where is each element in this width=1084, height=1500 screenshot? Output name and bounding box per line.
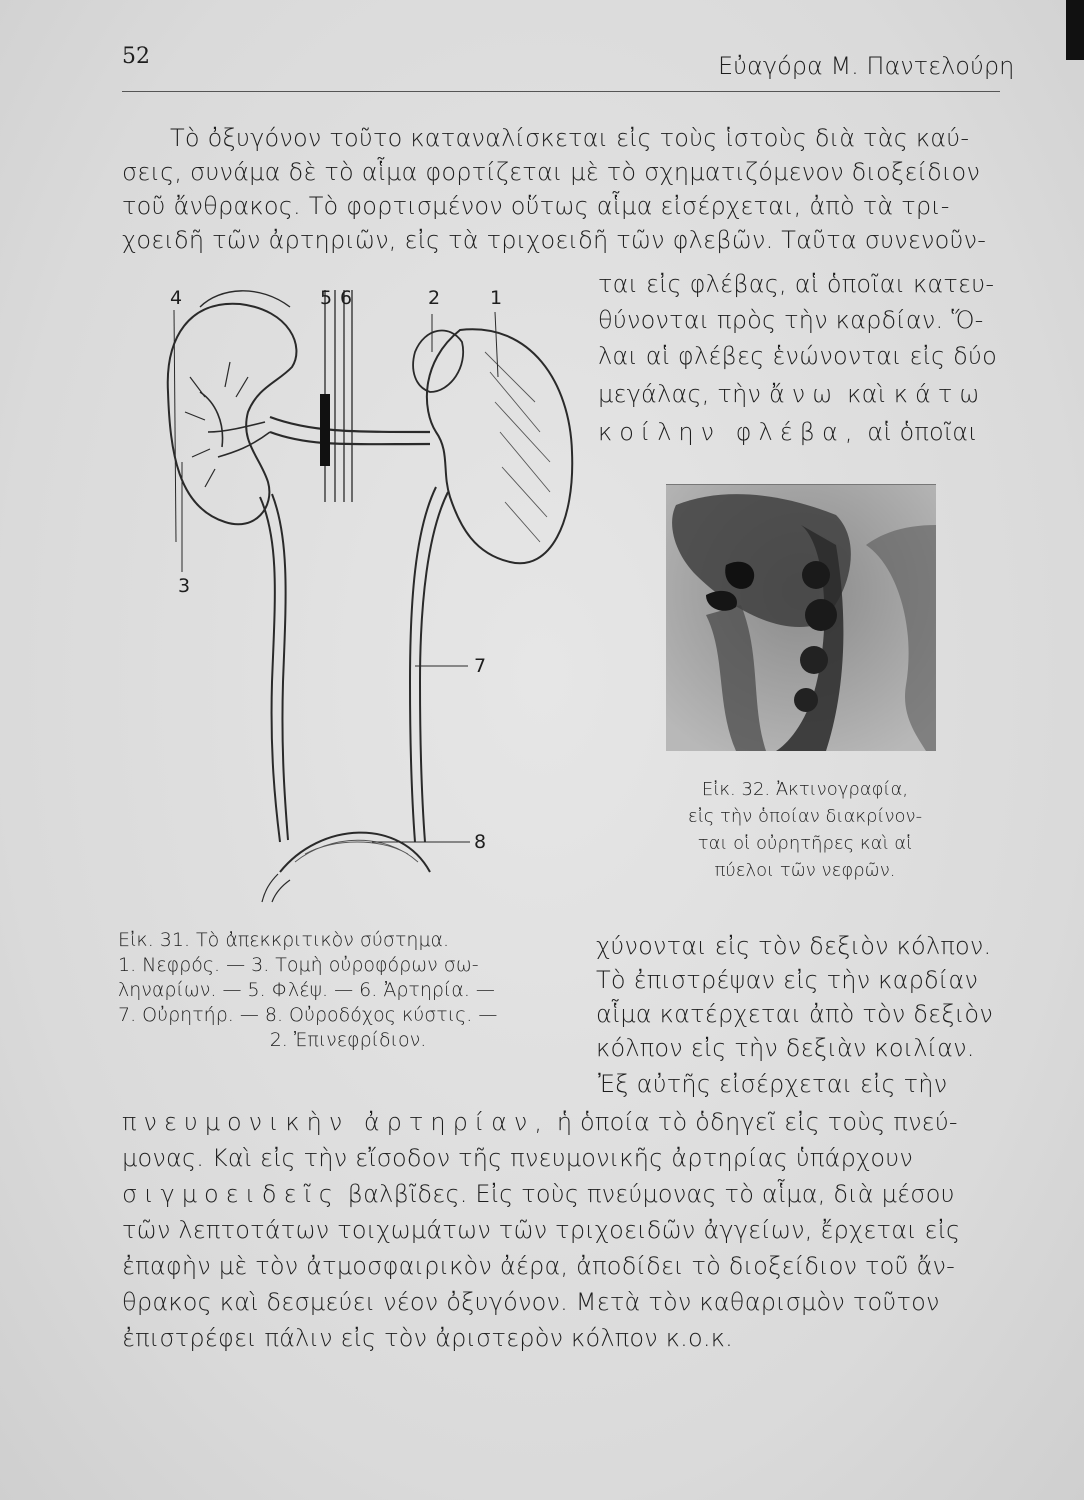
calyces-branches <box>185 362 248 487</box>
text-line: λαι αἱ φλέβες ἑνώνονται εἰς δύο <box>598 342 997 370</box>
text-line: θύνονται πρὸς τὴν καρδίαν. Ὅ- <box>598 306 984 334</box>
adrenal-right <box>413 331 463 392</box>
label-6: 6 <box>340 287 353 309</box>
caption-line: 1. Νεφρός. — 3. Τομὴ οὐροφόρων σω- <box>118 954 479 976</box>
label-4: 4 <box>170 287 183 309</box>
label-3: 3 <box>178 575 191 597</box>
page-number: 52 <box>122 44 150 69</box>
caption-line: Εἰκ. 31. Τὸ ἀπεκκριτικὸν σύστημα. <box>118 929 450 951</box>
radiograph-image <box>666 484 936 751</box>
aorta <box>344 290 352 502</box>
caption-line: Εἰκ. 32. Ἀκτινογραφία, <box>701 779 909 800</box>
emphasis-text: πνευμονικὴν ἀρτηρίαν, <box>122 1108 549 1136</box>
caption-line: ληναρίων. — 5. Φλέψ. — 6. Ἀρτηρία. — <box>118 979 495 1001</box>
caption-line: 2. Ἐπινεφρίδιον. <box>269 1029 427 1051</box>
leader-line-1 <box>495 312 498 377</box>
label-8: 8 <box>474 831 487 853</box>
running-title: Εὐαγόρα Μ. Παντελούρη <box>718 52 1015 80</box>
text-line: τοῦ ἄνθρακος. Τὸ φορτισμένον οὕτως αἷμα εἰσέρχεται, ἀπὸ τὰ τρι- <box>122 192 950 220</box>
text-span: καὶ <box>847 380 886 408</box>
text-line: Ἐξ αὐτῆς εἰσέρχεται εἰς τὴν <box>598 1070 948 1098</box>
text-line: χοειδῆ τῶν ἀρτηριῶν, εἰς τὰ τριχοειδῆ τῶν φλεβῶν. Ταῦτα συνενοῦν- <box>122 226 987 254</box>
label-5: 5 <box>320 287 333 309</box>
vessel-cut-marker <box>320 394 330 466</box>
text-line: θρακος καὶ δεσμεύει νέον ὀξυγόνον. Μετὰ τὸν καθαρισμὸν τοῦτον <box>122 1288 940 1316</box>
renal-vein <box>270 417 430 432</box>
caption-line: ται οἱ οὐρητῆρες καὶ αἱ <box>697 833 913 854</box>
urinary-bladder <box>280 833 430 872</box>
figure-31-caption <box>118 928 578 1053</box>
label-2: 2 <box>428 287 441 309</box>
text-line: Τὸ ὀξυγόνον τοῦτο καταναλίσκεται εἰς τοὺς ἱστοὺς διὰ τὰς καύ- <box>170 124 970 152</box>
emphasis-text: ἄνω <box>768 380 840 408</box>
text-span: βαλβῖδες. Εἰς τοὺς πνεύμονας τὸ αἷμα, διὰ μέσου <box>347 1180 955 1208</box>
label-7: 7 <box>474 655 487 677</box>
excretory-system-diagram <box>130 282 590 910</box>
text-line <box>598 418 978 446</box>
text-line: τῶν λεπτοτάτων τοιχωμάτων τῶν τριχοειδῶν ἀγγείων, ἔρχεται εἰς <box>122 1216 961 1244</box>
text-line: ται εἰς φλέβας, αἱ ὁποῖαι κατευ- <box>598 270 995 298</box>
label-1: 1 <box>490 287 503 309</box>
text-span: μεγάλας, τὴν <box>598 380 762 408</box>
text-line: ἐπιστρέφει πάλιν εἰς τὸν ἀριστερὸν κόλπον κ.ο.κ. <box>122 1324 733 1352</box>
renal-pelvis <box>200 392 270 457</box>
figure-32-caption <box>650 776 960 884</box>
text-line: σεις, συνάμα δὲ τὸ αἷμα φορτίζεται μὲ τὸ σχηματιζόμενον διοξείδιον <box>122 158 981 186</box>
text-line: μονας. Καὶ εἰς τὴν εἴσοδον τῆς πνευμονικῆς ἀρτηρίας ὑπάρχουν <box>122 1144 913 1172</box>
emphasis-text: κάτω <box>893 380 987 408</box>
text-line <box>122 1108 958 1136</box>
left-kidney-outline <box>168 304 297 525</box>
text-line <box>598 380 986 408</box>
emphasis-text: κοίλην φλέβα, <box>598 418 860 446</box>
radiograph-drawing <box>666 485 936 751</box>
left-ureter <box>260 497 280 842</box>
caption-line: 7. Οὐρητήρ. — 8. Οὐροδόχος κύστις. — <box>118 1004 498 1026</box>
renal-artery <box>270 432 430 444</box>
kidney-shading <box>485 352 550 542</box>
urethra <box>262 874 290 902</box>
text-line: Τὸ ἐπιστρέψαν εἰς τὴν καρδίαν <box>596 966 979 994</box>
caption-line: εἰς τὴν ὁποίαν διακρίνον- <box>687 806 923 827</box>
right-kidney-outline <box>427 329 572 563</box>
text-line: κόλπον εἰς τὴν δεξιὰν κοιλίαν. <box>596 1034 975 1062</box>
leader-line-4 <box>174 310 176 542</box>
caption-line: πύελοι τῶν νεφρῶν. <box>714 860 896 881</box>
text-span: αἱ ὁποῖαι <box>867 418 978 446</box>
text-line <box>122 1180 955 1208</box>
right-ureter <box>420 492 448 842</box>
header-rule <box>122 91 1000 92</box>
text-line: αἷμα κατέρχεται ἀπὸ τὸν δεξιὸν <box>596 1000 993 1028</box>
text-line: ἐπαφὴν μὲ τὸν ἀτμοσφαιρικὸν ἀέρα, ἀποδίδει τὸ διοξείδιον τοῦ ἄν- <box>122 1252 955 1280</box>
text-span: ἡ ὁποία τὸ ὁδηγεῖ εἰς τοὺς πνεύ- <box>556 1108 958 1136</box>
scan-corner-shadow <box>1066 0 1084 60</box>
text-line: χύνονται εἰς τὸν δεξιὸν κόλπον. <box>596 932 992 960</box>
emphasis-text: σιγμοειδεῖς <box>122 1180 340 1208</box>
